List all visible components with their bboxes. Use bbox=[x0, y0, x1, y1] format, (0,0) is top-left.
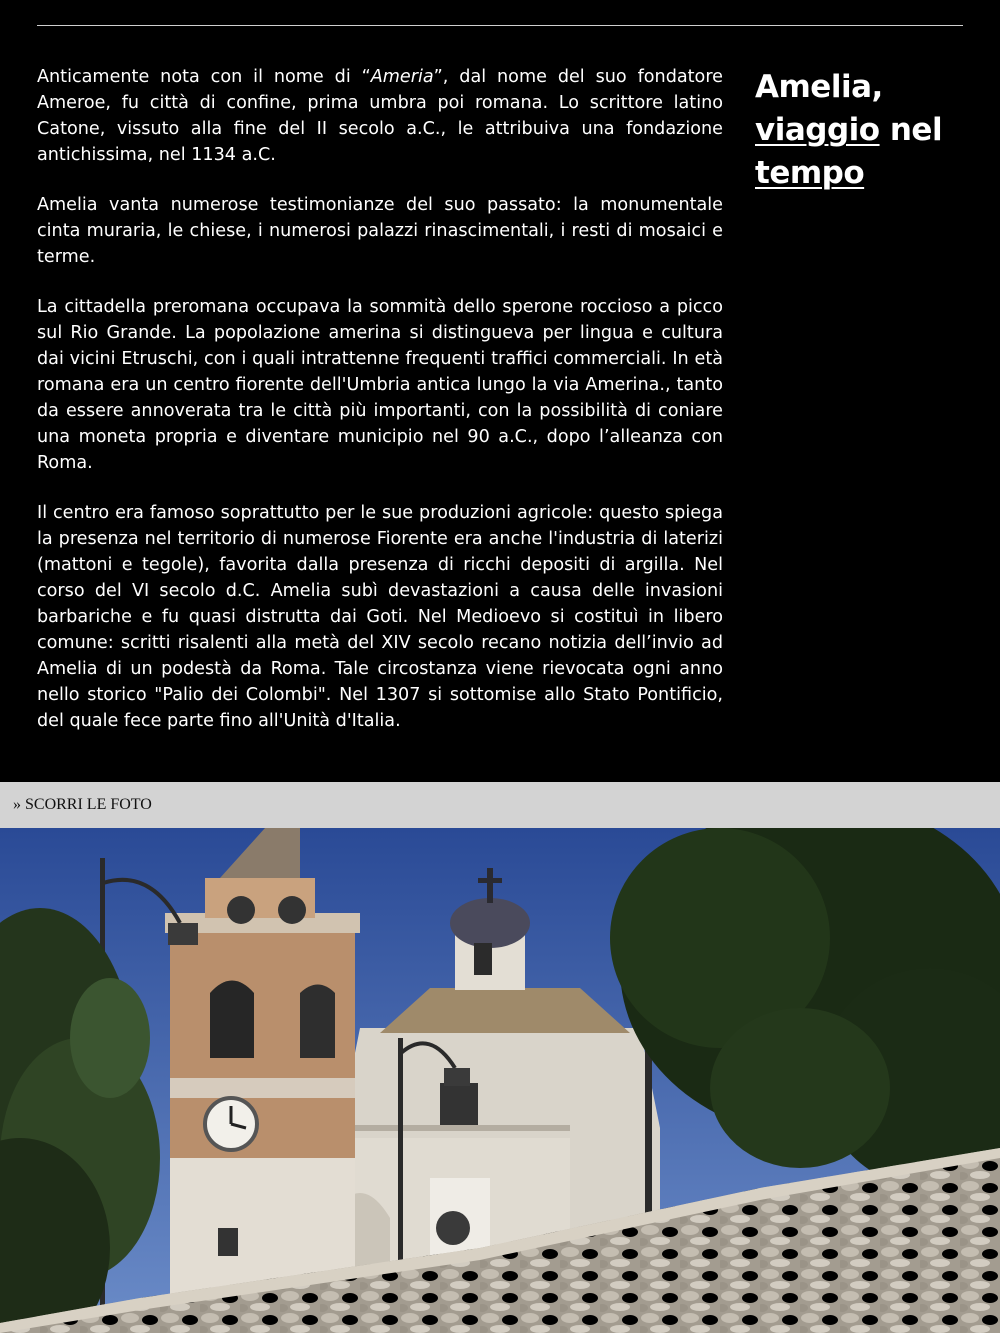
scroll-photos-bar[interactable] bbox=[0, 782, 1000, 828]
paragraph-1-text-a: Anticamente nota con il nome di “ bbox=[37, 67, 371, 87]
paragraph-1 bbox=[37, 64, 723, 168]
title-word-nel: nel bbox=[889, 112, 943, 148]
title-link-viaggio[interactable]: viaggio bbox=[755, 112, 880, 148]
title-line-1: Amelia, bbox=[755, 69, 883, 105]
page-title bbox=[755, 66, 975, 195]
top-divider bbox=[37, 25, 963, 26]
paragraph-2: Amelia vanta numerose testimonianze del suo passato: la monumentale cinta muraria, le chiese, i numerosi palazzi rinascimentali, i resti di mosaici e terme. bbox=[37, 195, 723, 267]
paragraph-4: Il centro era famoso soprattutto per le sue produzioni agricole: questo spiega la presenza nel territorio di numerose Fiorente era anche l'industria di laterizi (mattoni e tegole), favorita dalla presenza di ricchi depositi di argilla. Nel corso del VI secolo d.C. Amelia subì devastazioni a causa delle invasioni barbariche e fu quasi distrutta dai Goti. Nel Medioevo si costituì in libero comune: scritti risalenti alla metà del XIV secolo recano notizia dell’invio ad Amelia di un podestà da Roma. Tale circostanza viene rievocata ogni anno nello storico "Palio dei Colombi". Nel 1307 si sottomise allo Stato Pontificio, del quale fece parte fino all'Unità d'Italia. bbox=[37, 503, 723, 731]
photo-gallery-image[interactable] bbox=[0, 828, 1000, 1333]
church-photo bbox=[0, 828, 1000, 1333]
paragraph-3: La cittadella preromana occupava la sommità dello sperone roccioso a picco sul Rio Grande. La popolazione amerina si distingueva per lingua e cultura dai vicini Etruschi, con i quali intrattenne frequenti traffici commerciali. In età romana era un centro fiorente dell'Umbria antica lungo la via Amerina., tanto da essere annoverata tra le città più importanti, con la possibilità di coniare una moneta propria e diventare municipio nel 90 a.C., dopo l’alleanza con Roma. bbox=[37, 297, 723, 473]
paragraph-1-emphasis: Ameria bbox=[370, 67, 434, 87]
title-link-tempo[interactable]: tempo bbox=[755, 155, 865, 191]
scroll-photos-label[interactable]: » SCORRI LE FOTO bbox=[13, 796, 152, 813]
article-body bbox=[37, 64, 723, 758]
paragraph-1-text-b: ”, dal nome del suo fondatore Ameroe, fu città di confine, prima umbra poi romana. Lo scrittore latino Catone, vissuto alla fine del II secolo a.C., le attribuiva una fondazione antichissima, nel 1134 a.C. bbox=[37, 67, 723, 165]
